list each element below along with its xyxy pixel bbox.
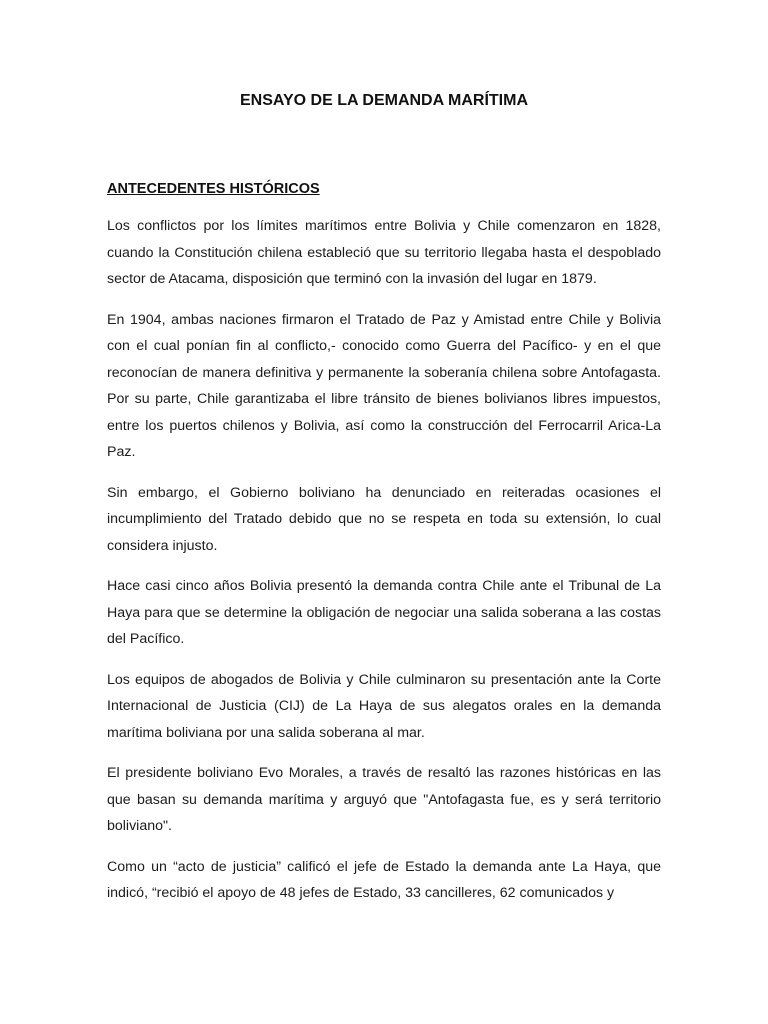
- document-title: ENSAYO DE LA DEMANDA MARÍTIMA: [239, 92, 528, 109]
- paragraph-1: Los conflictos por los límites marítimos entre Bolivia y Chile comenzaron en 1828, cuando la Constitución chilena estableció que su territorio llegaba hasta el despoblado sector de Atacama, disposición que terminó con la invasión del lugar en 1879.: [107, 218, 661, 287]
- paragraph-3: Sin embargo, el Gobierno boliviano ha denunciado en reiteradas ocasiones el incumplimiento del Tratado debido que no se respeta en toda su extensión, lo cual considera injusto.: [107, 484, 661, 554]
- paragraph-4: Hace casi cinco años Bolivia presentó la demanda contra Chile ante el Tribunal de La Haya para que se determine la obligación de negociar una salida soberana a las costas del Pacífico.: [107, 578, 661, 647]
- section-antecedentes: [107, 179, 661, 921]
- paragraph-5: Los equipos de abogados de Bolivia y Chile culminaron su presentación ante la Corte Internacional de Justicia (CIJ) de La Haya de sus alegatos orales en la demanda marítima boliviana por una salida soberana al mar.: [107, 671, 661, 741]
- paragraph-7: Como un “acto de justicia” calificó el jefe de Estado la demanda ante La Haya, que indicó, “recibió el apoyo de 48 jefes de Estado, 33 cancilleres, 62 comunicados y: [107, 858, 661, 901]
- paragraph-6: El presidente boliviano Evo Morales, a través de resaltó las razones históricas en las que basan su demanda marítima y arguyó que "Antofagasta fue, es y será territorio boliviano".: [107, 765, 661, 834]
- paragraph-2: En 1904, ambas naciones firmaron el Tratado de Paz y Amistad entre Chile y Bolivia con el cual ponían fin al conflicto,- conocido como Guerra del Pacífico- y en el que reconocían de manera definitiva y permanente la soberanía chilena sobre Antofagasta. Por su parte, Chile garantizaba el libre tránsito de bienes bolivianos libres impuestos, entre los puertos chilenos y Bolivia, así como la construcción del Ferrocarril Arica-La Paz.: [107, 311, 661, 460]
- section-heading: ANTECEDENTES HISTÓRICOS: [107, 181, 320, 197]
